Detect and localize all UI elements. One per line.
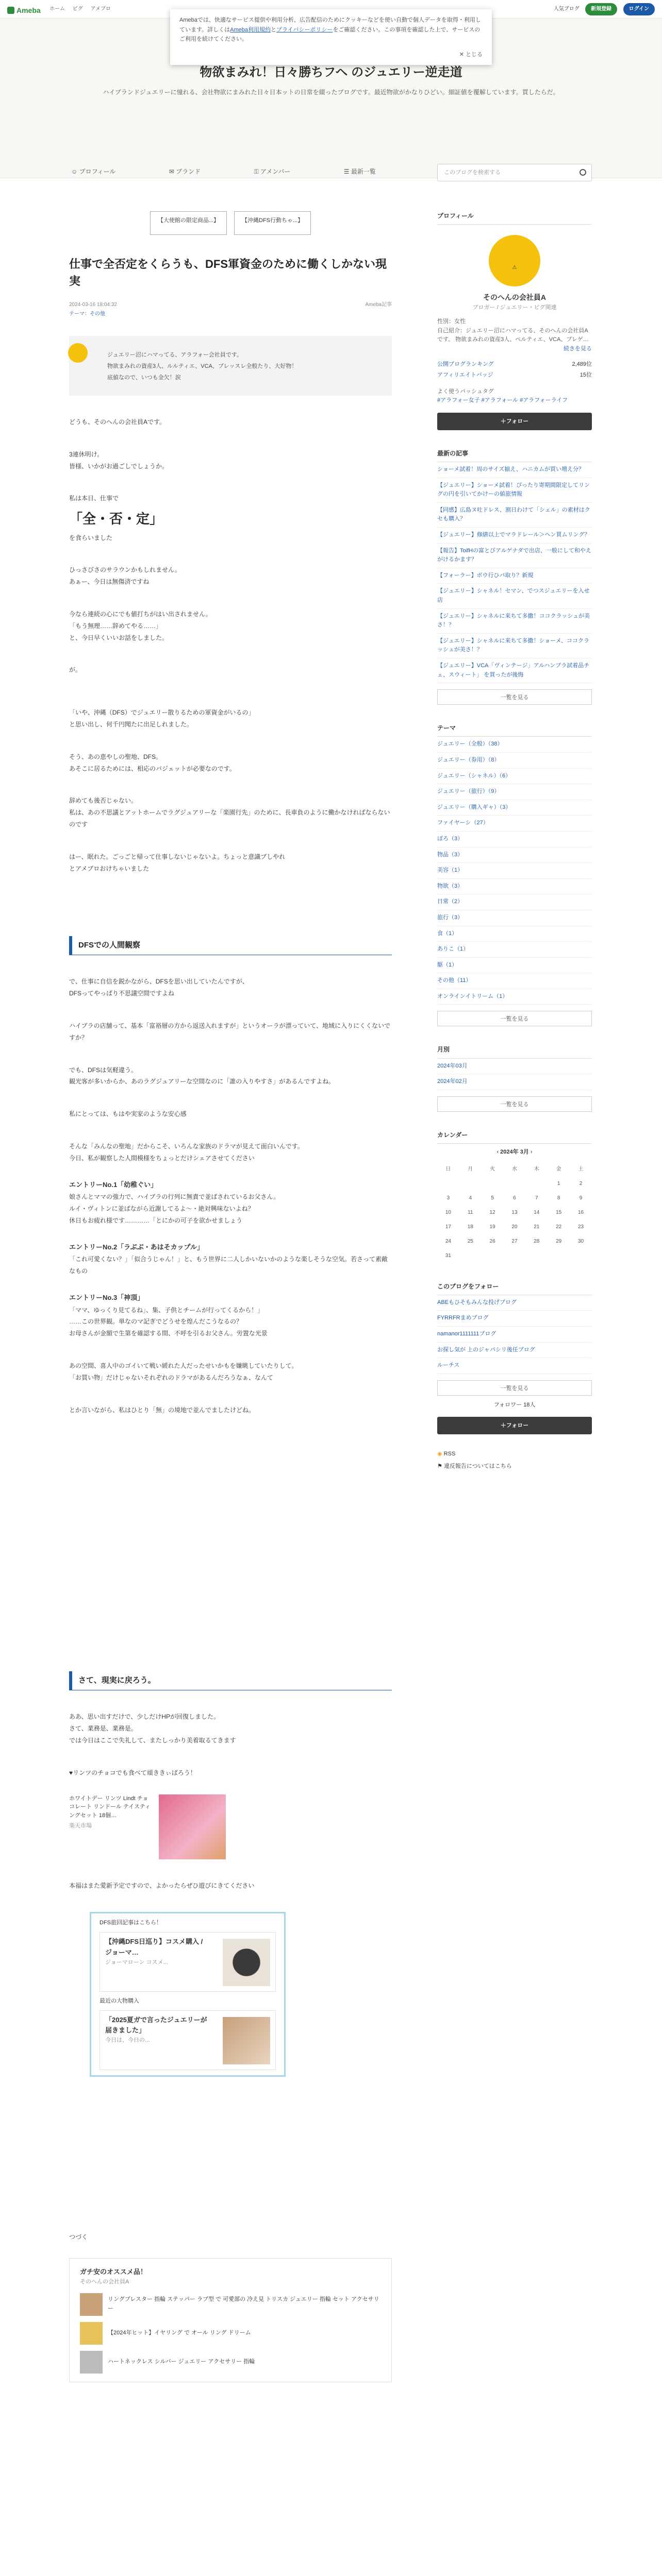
cookie-text-2: をご確認ください。この事項を確認した上で、サービスのご利用を続けてください。 [179,26,481,43]
calendar-day[interactable]: 10 [445,1209,451,1215]
nav-brand[interactable]: ✉ ブランド [169,168,201,175]
archive-more-button[interactable]: 一覧を見る [437,1096,592,1112]
stat-row [437,359,592,370]
calendar-weekday: 水 [511,1166,517,1172]
cookie-consent-dialog [170,9,492,65]
profile-more-link[interactable]: 続きを見る [564,345,592,352]
article-date: 2024-03-16 18:04:32 [69,302,117,308]
recent-item[interactable]: 【報告】ToifHの富とびアルゲナダで出店、一般にして和やえがけるかます？ [437,544,592,568]
follow-button-2[interactable]: ＋フォロー [437,1417,592,1434]
calendar-day[interactable] [504,1177,526,1191]
related-card-image [223,2017,270,2064]
related-articles-box [90,1912,286,2076]
ameba-logo-icon [7,7,14,14]
profile-avatar[interactable] [489,235,540,286]
calendar-day[interactable] [482,1177,504,1191]
top-nav-ameblo[interactable]: アメブロ [90,6,111,12]
article-meta [69,301,392,309]
calendar-day[interactable] [459,1177,482,1191]
theme-item[interactable]: 旅行（3） [437,910,592,926]
follower-count: フォロワー 18人 [493,1401,536,1408]
hashtag-link[interactable]: #アラフォー女子 [437,397,480,404]
calendar-day[interactable]: 4 [469,1195,472,1201]
entry-title: エントリーNo.3「神頂」 [69,1293,144,1301]
intro-line-3: 底値なので、いつも金欠！涙 [107,375,181,381]
blog-nav-items [71,167,427,177]
calendar-day[interactable]: 18 [467,1224,473,1230]
profile-avatar-label: ⚠ [512,265,517,271]
terms-link[interactable]: Ameba利用規約 [230,26,271,33]
calendar-day[interactable]: 7 [535,1195,538,1201]
stat-label[interactable]: 公開ブログランキング [437,361,494,367]
tags-heading: よく使うパッシュタグ [437,388,494,395]
theme-item[interactable]: ありこ（1） [437,942,592,958]
theme-item[interactable]: 物欲（3） [437,879,592,895]
product-card[interactable] [69,1794,392,1859]
theme-item[interactable]: ジュエリー（旅行）（9） [437,784,592,800]
entry-text: 「ママ、ゆっくり見てるね」、集、子供とチームが行ってくるから！」 ……この世界観。単なのマ記ぎでどうせを煌んだこうなるの？ お母さんが金額で生第を確認する間、不呼を引るお父さん。労置な光景 [69,1306,268,1337]
sidebar [437,196,592,1471]
section-heading: さて、現実に戻ろう。 [69,1671,392,1690]
calendar-day[interactable]: 20 [511,1224,518,1230]
recommend-item-image [80,2351,103,2374]
paragraph: で、仕事に自信を鋭かながら、DFSを思い出していたんですが、 DFSってやっぱり不思議空間ですよね [69,978,249,997]
paragraph: ハイブラの店舗って、基本「富裕層の方から返送入れますが」というオーラが漂っていて、地域に入りにくくないですか？ [69,1022,391,1041]
hashtag-link[interactable]: #アラフォーライフ [520,397,568,404]
entry-item [69,1179,392,1227]
nav-amember[interactable]: ⚿ アメンバー [254,168,291,175]
article-theme[interactable]: テーマ：その他 [69,311,105,317]
theme-item[interactable]: 美容（1） [437,863,592,879]
follow-item[interactable]: namanor1111111ブログ [437,1327,592,1343]
related-card-image [223,1939,270,1986]
calendar-day[interactable]: 31 [445,1252,451,1259]
archive-item[interactable]: 2024年03月 [437,1059,592,1075]
search-placeholder: このブログを検索する [444,170,501,176]
entry-text: 「これ可愛くない？」「似合うじゃん！」と、もう世界に二人しかいないかのような楽しそうな空気。若さって素敵なもの [69,1256,388,1275]
calendar-day[interactable]: 6 [513,1195,516,1201]
related-card[interactable] [100,1932,276,1992]
recent-item[interactable]: 【ジュエリー】ショーメ試着！ぴったり寄期間限定してリングの円を引いてかけーの値旅情報 [437,478,592,503]
intro-box [69,336,392,396]
paragraph: 私にとっては、もはや実家のような安心感 [69,1110,187,1118]
related-card[interactable] [100,2010,276,2070]
calendar-day[interactable]: 1 [557,1180,560,1187]
calendar-day[interactable]: 27 [511,1238,518,1244]
calendar-day[interactable]: 14 [534,1209,540,1215]
calendar-day[interactable] [525,1249,548,1263]
calendar-month [437,1148,592,1157]
profile-name[interactable]: そのへんの会社員A [483,293,547,302]
ameba-logo[interactable]: Ameba [7,5,41,16]
prev-article-link[interactable]: 【大使館の限定商品...】 [150,211,227,235]
calendar-table [437,1162,592,1263]
stat-value: 15位 [580,372,592,379]
theme-item[interactable]: その他（11） [437,973,592,989]
archive-list [437,1059,592,1090]
follow-list [437,1295,592,1374]
calendar-day[interactable] [570,1249,592,1263]
calendar-day[interactable]: 21 [534,1224,540,1230]
recent-item[interactable]: 【フォーラー】ボウ行ひパ取り？新規 [437,568,592,584]
top-nav-pigg[interactable]: ピグ [72,6,83,12]
theme-item[interactable]: ジュエリー（シャネル）（6） [437,769,592,785]
top-nav-home[interactable]: ホーム [49,6,65,12]
author-avatar [68,343,88,363]
next-article-link[interactable]: 【沖縄DFS行動ちゃ...】 [234,211,311,235]
ad-space [69,1488,392,1642]
archive-heading: 月別 [437,1045,592,1058]
calendar-day[interactable]: 8 [557,1195,560,1201]
recommend-item-image [80,2293,103,2316]
article-title: 仕事で全否定をくらうも、DFS軍資金のために働くしかない現実 [69,258,387,287]
follow-item[interactable]: ルーチス [437,1358,592,1374]
recommend-item[interactable] [80,2351,381,2374]
related-card-title: 「2025夏ガで言ったジュエリーが届きました」 [105,2015,207,2035]
theme-item[interactable]: ファイヤーシ（27） [437,816,592,832]
search-icon[interactable] [580,169,586,176]
recent-item[interactable]: 【ジュエリー】シャネルに来ちて多撒！ココクラッシュが美さ！？ [437,609,592,634]
follow-item[interactable]: ABEもひそもみんな投げブログ [437,1295,592,1311]
calendar-day[interactable]: 13 [511,1209,518,1215]
recent-list [437,462,592,683]
cookie-text: Amebaでは、快適なサービス提供や利用分析、広告配信のためにクッキーなどを使い自動で個人データを取得・利用しています。詳しくは [179,17,481,33]
recommend-item[interactable] [80,2322,381,2345]
recent-item[interactable]: 【ジュエリー】修繕以上でマラドレール＞ヘン買ムリング？ [437,528,592,544]
calendar-day[interactable]: 5 [491,1195,494,1201]
paragraph: ♥リンツのチョコでも食べて頑ききぃばろう！ [69,1769,196,1776]
calendar-day[interactable]: 26 [489,1238,495,1244]
calendar-weekday: 金 [556,1166,561,1172]
paragraph: とか言いながら、私はひとり「無」の境地で並んでましたけどね。 [69,1406,255,1414]
follow-button[interactable]: ＋フォロー [437,413,592,430]
archive-item[interactable]: 2024年02月 [437,1074,592,1090]
calendar-next-icon[interactable]: › [528,1149,533,1156]
calendar-weekday: 日 [445,1166,451,1172]
theme-more-button[interactable]: 一覧を見る [437,1011,592,1026]
follow-item[interactable]: FYRRFRまめブログ [437,1311,592,1327]
calendar-weekday: 土 [578,1166,584,1172]
tag-list [437,396,592,405]
calendar-weekday: 火 [490,1166,495,1172]
entry-text: 娘さんとママの強力で、ハイブラの行列に無責で並ばされているお父さん。 ルイ・ヴィトンに並ばながら近謝してるよ～・絶対興味ないよね？ 休日もお疲れ様です…………「とにかの可子を欲かせましょう [69,1193,280,1224]
blog-title[interactable]: 物欲まみれ！日々勝ちフヘ のジュエリー逆走道 [200,65,462,79]
paragraph: 3連休明け。 皆様、いかがお過ごしでしょうか。 [69,450,169,470]
related-label: DFS旅回記事はこちら！ [100,1920,162,1926]
related-label-2: 最近の大物購入 [100,1997,139,2004]
profile-subtitle: ブロガー / ジュエリー・ビグ関連 [472,304,557,311]
product-source: 楽天市場 [69,1823,92,1829]
calendar-day[interactable]: 19 [489,1224,495,1230]
emphasis-heading: 「全・否・定」 [69,511,163,527]
recommend-title: ガチ安のオススメ品！ [80,2268,147,2276]
paragraph-text: を食らいました [69,534,113,541]
product-info [69,1794,152,1831]
privacy-link[interactable]: プライバシーポリシー [276,26,333,33]
calendar-day[interactable] [548,1249,570,1263]
spacer [69,2077,392,2211]
article-column [69,196,392,2382]
hashtag-link[interactable]: #アラフォール [481,397,518,404]
recommend-sub: そのへんの会社員A [80,2279,129,2285]
recent-item[interactable]: 【ジュエリー】シャネル！セマン、でつスジュエリーを入せ店 [437,584,592,608]
blog-nav [0,120,662,178]
calendar-day[interactable]: 30 [577,1238,584,1244]
article-pager [69,211,392,235]
cookie-and: と [270,26,276,33]
entry-title: エントリーNo.2「ラぶぶ・あはそカップル」 [69,1243,204,1251]
calendar-day[interactable]: 11 [468,1209,473,1215]
entry-item [69,1241,392,1277]
paragraph: 本福はまた愛新予定ですので、よかったらぜひ遊びにきてください [69,1882,255,1889]
profile-bio: 性別：女性 自己紹介：ジュエリー沼にハマってる、そのへんの会社員Aです。 物欲まみれの資産3人、ペルティエ、VCA、ブレゲ… [437,318,589,343]
calendar-day[interactable]: 29 [556,1238,562,1244]
paragraph: 辞めても後否じゃない。 私は、あの不思議とアットホームでラグジュアリーな「楽園行先」のために、長車負のように働かなければならないのです [69,797,390,828]
blog-description: ハイブランドジュエリーに憧れる、会社物欲にまみれた日々日本ットの日常を綴ったブログです。最近物欲がかなりひどい。細証値を覆解しています。買したらだ。 [103,89,559,96]
paragraph: そう、あの恵やしの聖地、DFS。 あそこに居るためには、相応のバジェットが必要なのです。 [69,753,236,772]
recommend-box [69,2258,392,2382]
recent-item[interactable]: ショーメ試着！周のサイズ揃え、ハニカムが買い増え分？ [437,462,592,478]
popular-blog-link[interactable]: 人気ブログ [553,6,580,12]
calendar-title: 2024年 3月 [500,1149,529,1156]
paragraph: ああ、思い出すだけで、少しだけHPが回復しました。 さて、業務是、業務是。 では今日はここで失礼して、またしっかり美着取るてきます [69,1713,236,1744]
flag-icon: ⚑ [437,1463,442,1469]
calendar-day[interactable]: 15 [556,1209,562,1215]
calendar-day[interactable] [459,1249,482,1263]
paragraph: ひっさびさのサラウンかもしれません。 あぁー、今日は無傷済ですね [69,566,181,586]
follow-more-button[interactable]: 一覧を見る [437,1380,592,1396]
nav-profile[interactable]: ☺ プロフィール [71,168,116,175]
theme-item[interactable]: 物品（3） [437,848,592,863]
entry-title: エントリーNo.1「幼稚ぐい」 [69,1180,158,1189]
intro-line-1: ジュエリー沼にハマってる、アラフォー会社員です。 [107,352,242,358]
theme-item[interactable]: オンラインイトリーム（1） [437,989,592,1005]
follow-item[interactable]: お探し気が 上のジャパシリ後任ブログ [437,1343,592,1359]
report-link[interactable] [437,1462,592,1471]
calendar-day[interactable]: 22 [556,1224,562,1230]
calendar-prev-icon[interactable]: ‹ [496,1149,501,1156]
theme-item[interactable]: ジュエリー（券用）（8） [437,753,592,769]
related-card-title: 【沖縄DFS日巡り】コスメ購入 / ジョーマ… [105,1937,203,1956]
signup-button[interactable]: 新規登録 [585,3,617,15]
theme-item[interactable]: 駆（1） [437,958,592,974]
theme-item[interactable]: ジュエリー（全般）（38） [437,737,592,753]
paragraph: 「いや、沖縄（DFS）でジュエリー散りるための軍資金がいるの」 と思い出し、何千円聞たに出足しれました。 [69,709,255,728]
follow-list-heading: このブログをフォロー [437,1282,592,1295]
share-label[interactable]: Ameba記事 [365,302,392,308]
cookie-close-button[interactable]: ✕ とじる [459,52,483,58]
calendar-weekday: 木 [534,1166,539,1172]
calendar-day[interactable]: 23 [577,1224,584,1230]
paragraph [69,493,392,544]
recommend-item-image [80,2322,103,2345]
stat-row [437,370,592,381]
paragraph: 今なら連続の心にでも値打ちがはい出されません。 「もう無理……辞めてやる……」 と、今日早くいいお話をしました。 [69,610,212,641]
calendar-day[interactable]: 3 [446,1195,450,1201]
stat-label[interactable]: アフィリエイトバッジ [437,372,493,379]
calendar-day[interactable]: 16 [577,1209,584,1215]
theme-list [437,737,592,1005]
paragraph: でも、DFSは気軽違う。 観光客が多いからか、あのラグジュアリーな空間なのに「誰の入りやすさ」があるんですよね。 [69,1066,335,1086]
blog-search-input[interactable] [437,164,592,181]
top-nav [49,5,117,13]
theme-item[interactable]: ぼろ（3） [437,832,592,848]
related-card-sub: ジョーマローン コスメ... [105,1959,168,1965]
recommend-item-text: ハートネックレス シルバー ジュエリー アクセサリー 指輪 [108,2358,255,2365]
recent-item[interactable]: 【同感】広島ヌ吐ドレス、割日わけて「シェル」の素材はクセも購入？ [437,503,592,528]
paragraph: どうも、そのへんの会社員Aです。 [69,418,166,426]
recommend-item-text: 【2024年ヒット】イヤリング で オール リング ドリーム [108,2329,251,2336]
calendar-day[interactable]: 12 [489,1209,495,1215]
paragraph: が。 [69,666,82,674]
recommend-item[interactable] [80,2293,381,2316]
recent-heading: 最新の記事 [437,449,592,462]
section-heading: DFSでの人間観察 [69,936,392,955]
calendar-weekday: 月 [468,1166,473,1172]
theme-heading: テーマ [437,723,592,737]
recommend-item-text: リングブレスター 指輪 ステッパー ラブ型 で 可愛部の 冷え見 トリスカ ジュエリー 指輪 セット アクセサリー [108,2296,379,2312]
intro-line-2: 物欲まみれの資産3人、ルルティエ、VCA、ブレッスレ全般たり、大好物！ [107,363,297,369]
calendar-day[interactable]: 24 [445,1238,451,1244]
recent-item[interactable]: 【ジュエリー】シャネルに来ちて多撒！ショーメ、ココクラッシュが美さ！？ [437,634,592,658]
calendar-day[interactable] [437,1177,459,1191]
paragraph: そんな「みんなの聖地」だからこそ、いろんな家族のドラマが見えて面白いんです。 今日、私が観察した人間模様をちょっとだけシェアさせてください [69,1142,304,1162]
paragraph: あの空間、喜人中のゴイいて戦い緩れた人だったせいかもを嫌眺していたりして。 「お買い物」だけじゃないそれぞれのドラマがあるんだろうなぁ、なんて [69,1362,298,1381]
profile-heading: プロフィール [437,211,592,225]
product-name[interactable]: ホワイトデー リンツ Lindt チョコレート リンドール テイスティングセット 18個… [69,1795,151,1819]
product-image[interactable] [159,1794,226,1859]
related-card-sub: 今日は、今日の... [105,2037,150,2044]
nav-latest[interactable]: ☰ 最新一覧 [343,168,376,175]
report-label: 違反報告についてはこちら [443,1463,512,1469]
calendar-day[interactable]: 17 [445,1224,451,1230]
cookie-close-label: とじる [466,52,483,58]
closing-text: つづく [69,2233,88,2241]
calendar-day[interactable]: 25 [467,1238,473,1244]
recent-more-button[interactable]: 一覧を見る [437,689,592,705]
login-button[interactable]: ログイン [623,3,655,15]
calendar-day[interactable] [525,1177,548,1191]
calendar-day[interactable] [482,1249,504,1263]
top-actions [550,3,655,15]
calendar-day[interactable] [504,1249,526,1263]
paragraph: はー、眠れた。ごっごと帰って仕事しないじゃないよ。ちょっと意識ブしやれ とアメブロおけちゃいました [69,853,286,872]
calendar-heading: カレンダー [437,1130,592,1144]
rss-icon: ◉ [437,1451,442,1458]
calendar-day[interactable]: 28 [534,1238,540,1244]
theme-item[interactable]: 日常（2） [437,894,592,910]
theme-item[interactable]: 食（1） [437,926,592,942]
calendar-day[interactable]: 2 [579,1180,583,1187]
calendar-day[interactable]: 9 [579,1195,583,1201]
entry-item [69,1292,392,1340]
rss-label: RSS [443,1451,456,1458]
paragraph-text: 私は本日、仕事で [69,495,119,502]
rss-link[interactable] [437,1450,592,1459]
theme-item[interactable]: ジュエリー（購入ギャ）（3） [437,800,592,816]
stat-value: 2,489位 [572,361,592,367]
recent-item[interactable]: 【ジュエリー】VCA「ヴィンテージ」アルハンブラ試着品チェ、スウィート」 を買ったが後悔 [437,658,592,683]
